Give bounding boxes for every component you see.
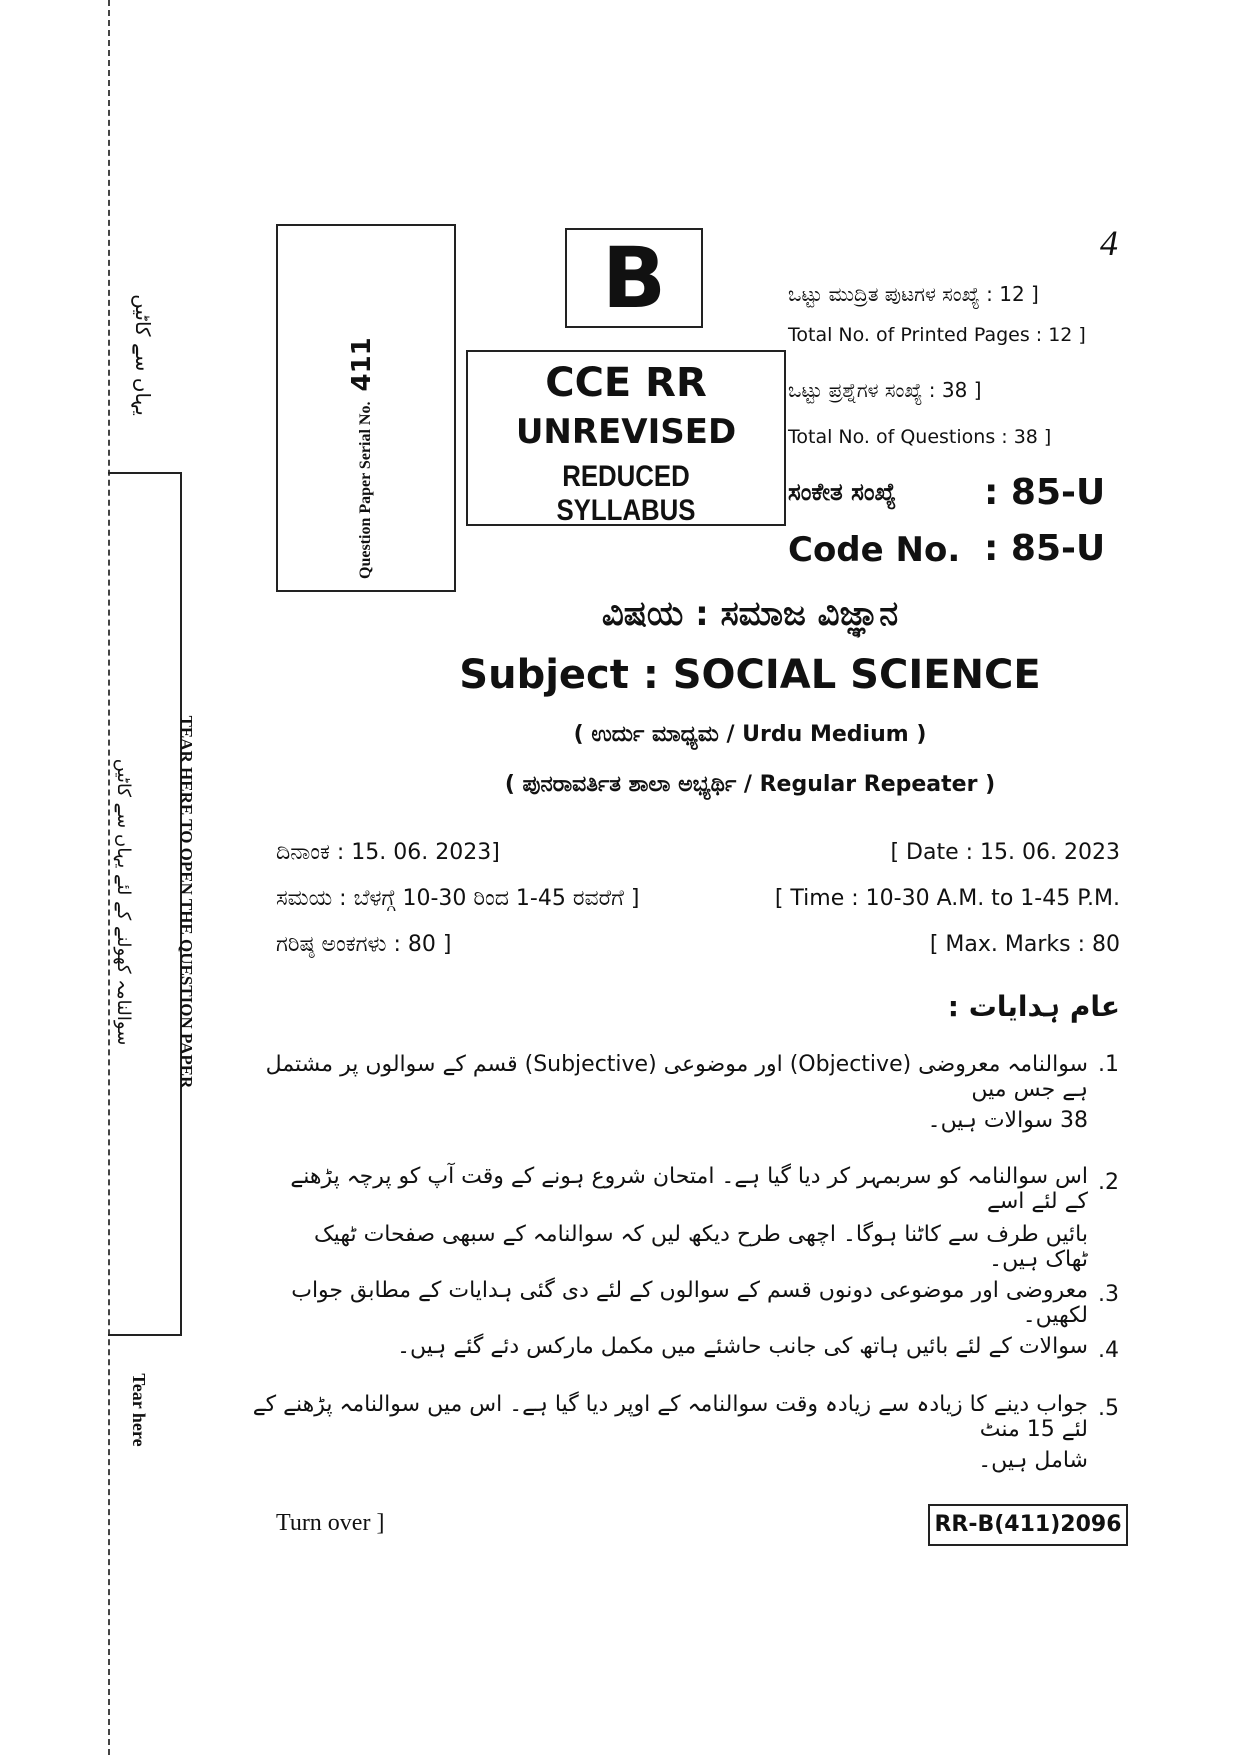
serial-label: [347, 259, 377, 579]
instruction-number: .3: [1098, 1282, 1119, 1307]
subject-kannada: ವಿಷಯ : ಸಮಾಜ ವಿಜ್ಞಾನ: [601, 594, 899, 634]
questions-english: Total No. of Questions : 38 ]: [788, 426, 1052, 448]
code-english-value: : 85-U: [984, 528, 1106, 569]
tear-here-label: Tear here: [129, 1373, 149, 1447]
instruction-text: سوالنامہ معروضی (Objective) اور موضوعی (Subjective) قسم کے سوالوں پر مشتمل ہے جس میں: [265, 1052, 1088, 1102]
instruction-text: بائیں طرف سے کاٹنا ہوگا۔ اچھی طرح دیکھ لیں کہ سوالنامہ کے سبھی صفحات ٹھیک ٹھاک ہیں۔: [313, 1222, 1088, 1272]
subject-english: Subject : SOCIAL SCIENCE: [459, 652, 1041, 698]
version-box: [565, 228, 703, 328]
medium: ( ಉರ್ದು ಮಾಧ್ಯಮ / Urdu Medium ): [573, 722, 927, 747]
instruction-text: سوالات کے لئے بائیں ہاتھ کی جانب حاشئے میں مکمل مارکس دئے گئے ہیں۔: [397, 1334, 1088, 1359]
exam-type-line1: CCE RR: [545, 360, 707, 406]
turn-over: Turn over ]: [276, 1510, 385, 1536]
date-kannada: ದಿನಾಂಕ : 15. 06. 2023]: [276, 840, 500, 865]
side-urdu-top: یہاں سے کاٹیں: [131, 294, 155, 416]
code-kannada-value: : 85-U: [984, 472, 1106, 513]
instruction-number: .5: [1098, 1396, 1119, 1421]
instruction-text: شامل ہیں۔: [978, 1448, 1088, 1473]
exam-type-box: [466, 350, 786, 526]
serial-number: 411: [347, 337, 377, 392]
code-kannada-label: ಸಂಕೇತ ಸಂಖ್ಯೆ: [788, 478, 897, 506]
pages-kannada: ಒಟ್ಟು ಮುದ್ರಿತ ಪುಟಗಳ ಸಂಖ್ಯೆ : 12 ]: [788, 282, 1039, 306]
instruction-text: 38 سوالات ہیں۔: [927, 1108, 1088, 1133]
paper-code: RR-B(411)2096: [934, 1512, 1122, 1537]
time-english: [ Time : 10-30 A.M. to 1-45 P.M.: [774, 886, 1120, 911]
serial-number-box: [276, 224, 456, 592]
instruction-number: .2: [1098, 1170, 1119, 1195]
instruction-number: .4: [1098, 1338, 1119, 1363]
instruction-text: اس سوالنامہ کو سربمہر کر دیا گیا ہے۔ امتحان شروع ہونے کے وقت آپ کو پرچہ پڑھنے کے لئے اسے: [290, 1164, 1088, 1214]
marks-english: [ Max. Marks : 80: [929, 932, 1120, 957]
tear-instruction-english: TEAR HERE TO OPEN THE QUESTION PAPER: [177, 715, 196, 1089]
marks-kannada: ಗರಿಷ್ಠ ಅಂಕಗಳು : 80 ]: [276, 932, 452, 957]
tear-instruction-urdu: سوالنامہ کھولنے کے لئے یہاں سے کاٹیں: [113, 758, 134, 1046]
serial-label-text: Question Paper Serial No.: [357, 401, 374, 579]
instructions-heading: عام ہدایات :: [947, 990, 1120, 1023]
candidate-type: ( ಪುನರಾವರ್ತಿತ ಶಾಲಾ ಅಭ್ಯರ್ಥಿ / Regular Repeater ): [504, 772, 996, 797]
paper-code-box: [928, 1504, 1128, 1546]
exam-type-line2: UNREVISED: [515, 412, 737, 452]
date-english: [ Date : 15. 06. 2023: [890, 840, 1120, 865]
pages-english: Total No. of Printed Pages : 12 ]: [788, 324, 1086, 346]
exam-type-line3: REDUCED SYLLABUS: [556, 460, 696, 527]
code-english-label: Code No.: [788, 530, 961, 570]
version-letter: B: [601, 229, 667, 327]
instruction-text: معروضی اور موضوعی دونوں قسم کے سوالوں کے لئے دی گئی ہدایات کے مطابق جواب لکھیں۔: [291, 1278, 1088, 1328]
instruction-text: جواب دینے کا زیادہ سے زیادہ وقت سوالنامہ کے اوپر دیا گیا ہے۔ اس میں سوالنامہ پڑھنے کے لئے 15 منٹ: [252, 1392, 1088, 1442]
instruction-number: .1: [1098, 1052, 1119, 1077]
questions-kannada: ಒಟ್ಟು ಪ್ರಶ್ನೆಗಳ ಸಂಖ್ಯೆ : 38 ]: [788, 378, 982, 402]
page-number: 4: [1100, 223, 1118, 263]
time-kannada: ಸಮಯ : ಬೆಳಗ್ಗೆ 10-30 ರಿಂದ 1-45 ರವರೆಗೆ ]: [276, 886, 640, 911]
